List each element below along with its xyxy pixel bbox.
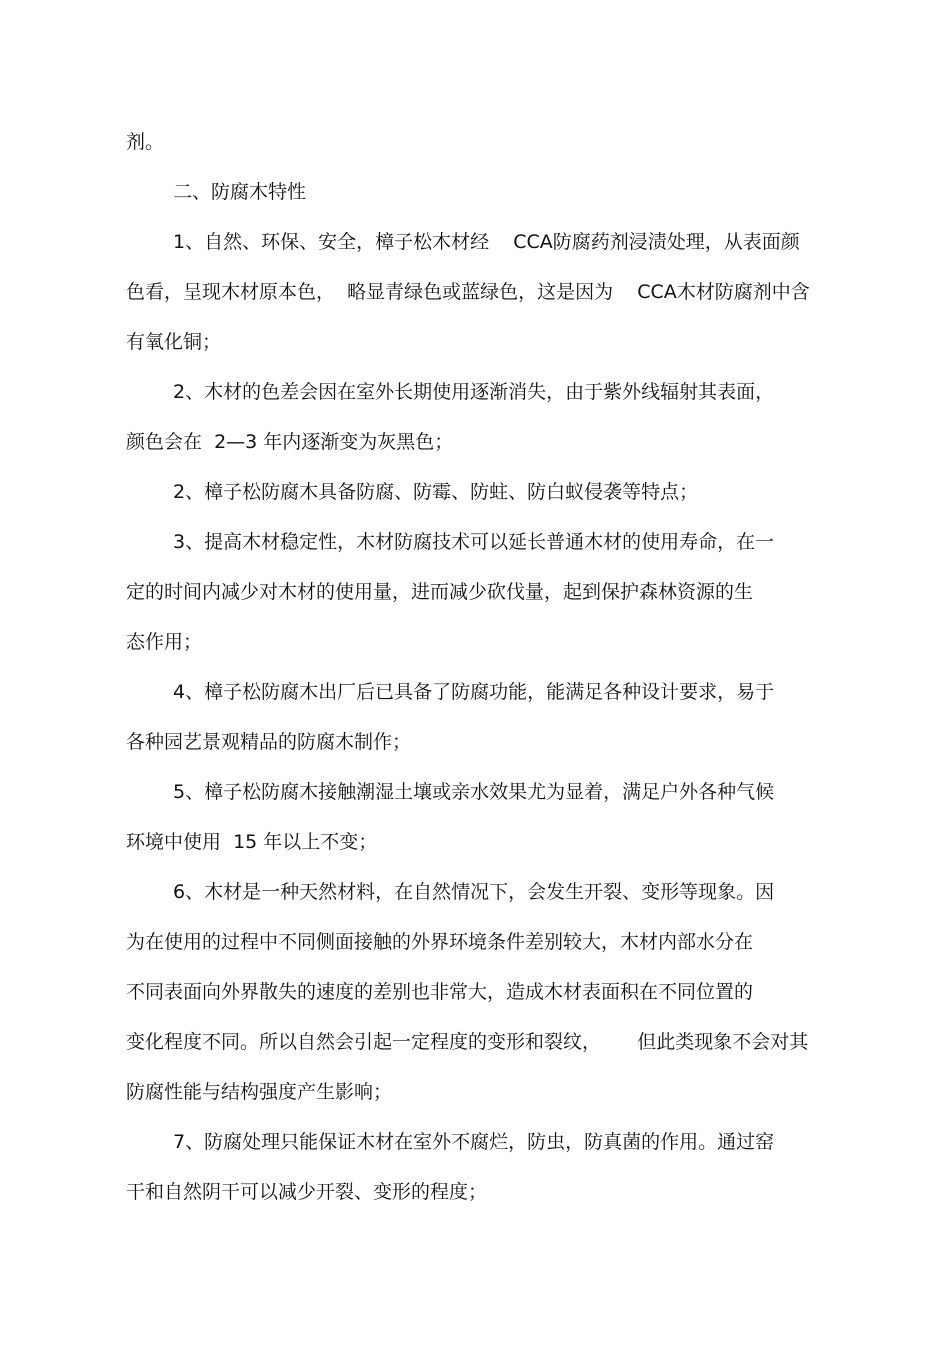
text-line: 3、提高木材稳定性，木材防腐技术可以延长普通木材的使用寿命，在一: [173, 531, 775, 553]
text-line: 2、樟子松防腐木具备防腐、防霉、防蛀、防白蚁侵袭等特点；: [173, 481, 699, 503]
text-line: 色看，呈现木材原本色， 略显青绿色或蓝绿色，这是因为 CCA木材防腐剂中含: [126, 281, 810, 303]
text-line: 5、樟子松防腐木接触潮湿土壤或亲水效果尤为显着，满足户外各种气候: [173, 781, 775, 803]
text-line: 变化程度不同。所以自然会引起一定程度的变形和裂纹， 但此类现象不会对其: [126, 1031, 809, 1053]
text-line: 6、木材是一种天然材料，在自然情况下，会发生开裂、变形等现象。因: [173, 881, 775, 903]
text-line: 环境中使用 15 年以上不变；: [126, 831, 378, 853]
text-line: 各种园艺景观精品的防腐木制作；: [126, 731, 412, 753]
text-line: 态作用；: [126, 631, 203, 653]
text-line: 1、自然、环保、安全，樟子松木材经 CCA防腐药剂浸渍处理，从表面颜: [173, 231, 800, 253]
text-line: 2、木材的色差会因在室外长期使用逐渐消失，由于紫外线辐射其表面，: [173, 381, 775, 403]
text-line: 4、樟子松防腐木出厂后已具备了防腐功能，能满足各种设计要求，易于: [173, 681, 775, 703]
text-line: 剂。: [126, 131, 165, 153]
text-line: 不同表面向外界散失的速度的差别也非常大，造成木材表面积在不同位置的: [126, 981, 754, 1003]
text-line: 干和自然阴干可以减少开裂、变形的程度；: [126, 1181, 488, 1203]
text-line: 为在使用的过程中不同侧面接触的外界环境条件差别较大，木材内部水分在: [126, 931, 754, 953]
text-line: 颜色会在 2—3 年内逐渐变为灰黑色；: [126, 431, 454, 453]
text-line: 防腐性能与结构强度产生影响；: [126, 1081, 393, 1103]
section-heading: 二、防腐木特性: [173, 181, 307, 203]
text-line: 有氧化铜；: [126, 331, 222, 353]
text-line: 7、防腐处理只能保证木材在室外不腐烂，防虫，防真菌的作用。通过窑: [173, 1131, 775, 1153]
text-line: 定的时间内减少对木材的使用量，进而减少砍伐量，起到保护森林资源的生: [126, 581, 754, 603]
